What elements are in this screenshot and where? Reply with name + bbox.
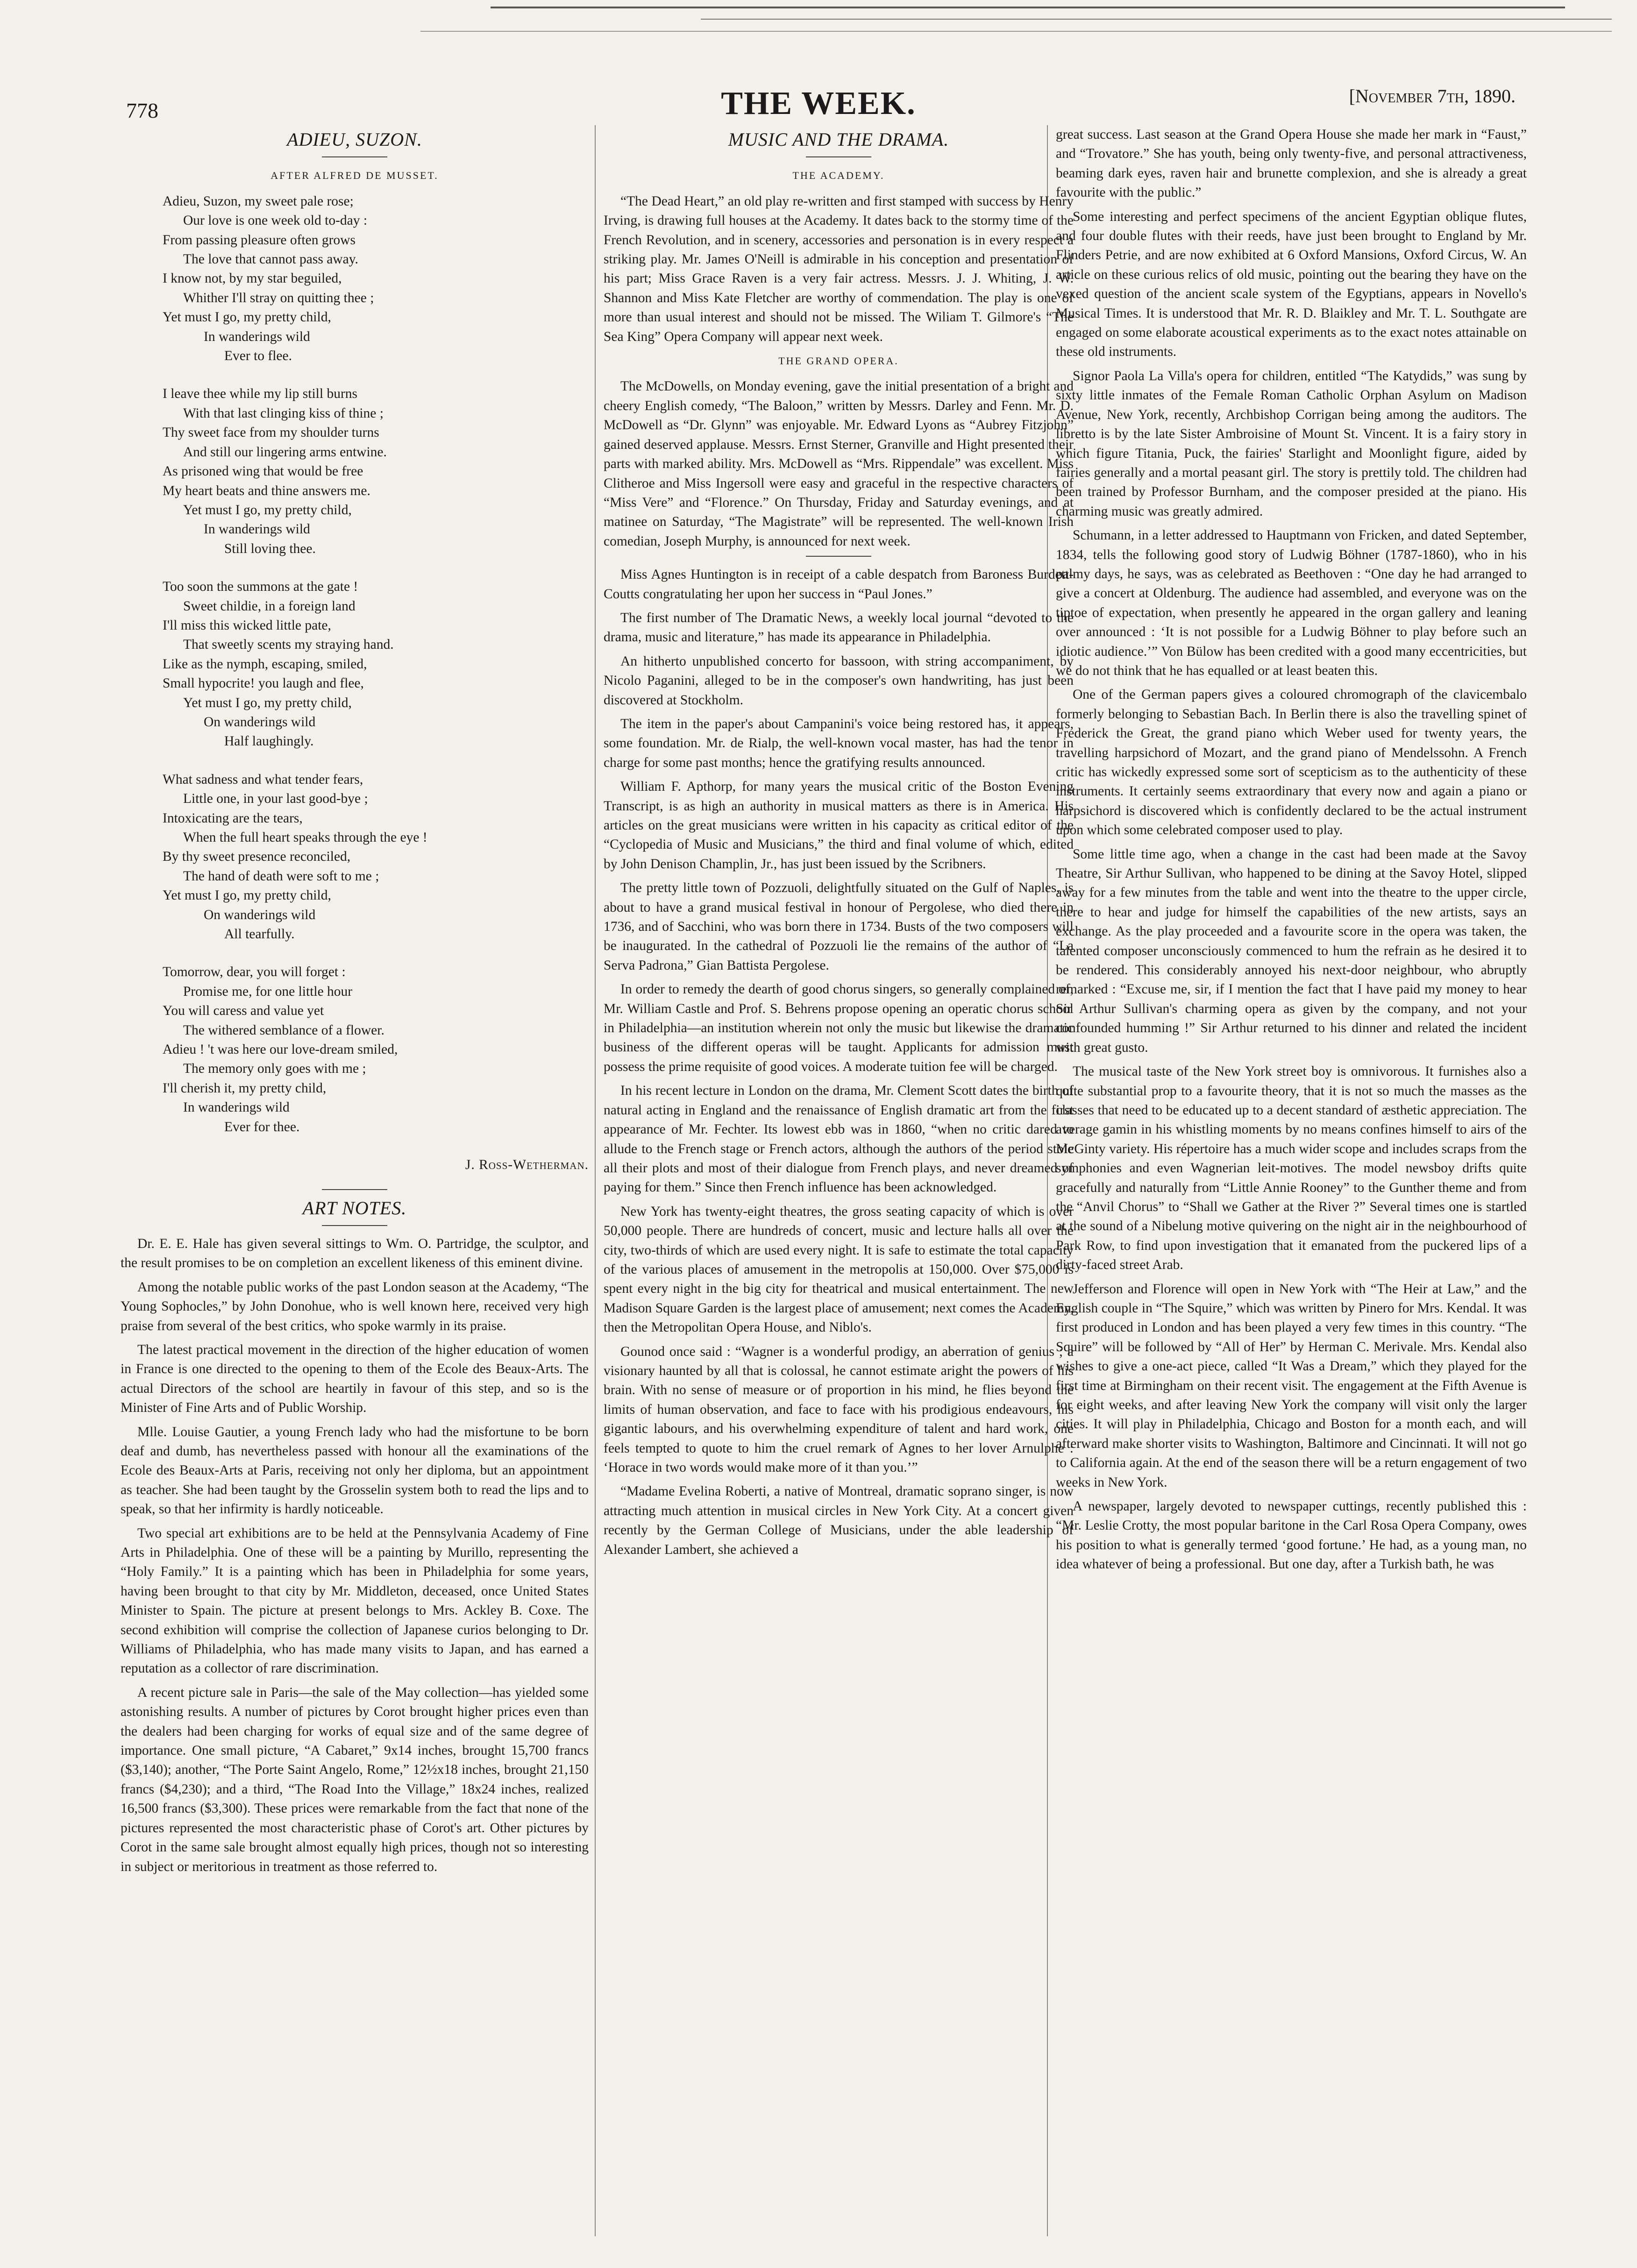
music-note-paragraph: The pretty little town of Pozzuoli, delightfully situated on the Gulf of Naples, is about to have a grand musical festival in honour of Pergolese, who died there in 1736, and of Sacchini, who was born there in 1734. Busts of the two composers will be inaugurated. In the cathedral of Pozzuoli lie the remains of the author of “La Serva Padrona,” Gian Battista Pergolese.	[604, 880, 1074, 973]
music-note-paragraph: Gounod once said : “Wagner is a wonderful prodigy, an aberration of genius ; a visionary haunted by all that is colossal, he cannot estimate aright the powers of his brain. With no sense of measure or of proportion in his mind, he flies beyond the limits of human observation, and face to face with his prodigious endeavours, his gigantic labours, and his overwhelming expenditure of talent and hard work, one feels tempted to quote to him the cruel remark of Agnes to her lover Arnulphe : ‘Horace in two words would make more of it than you.’”	[604, 1344, 1074, 1475]
poem-line: What sadness and what tender fears,	[163, 772, 363, 787]
edge-rule	[420, 31, 1612, 32]
column-2	[604, 125, 1074, 1564]
poem-line: When the full heart speaks through the eye !	[183, 830, 427, 845]
column-1	[121, 125, 589, 1881]
poem-line: By thy sweet presence reconciled,	[163, 849, 351, 865]
art-note-paragraph: Dr. E. E. Hale has given several sittings to Wm. O. Partridge, the sculptor, and the result promises to be on completion an excellent likeness of this eminent divine.	[121, 1236, 589, 1271]
poem-line: Ever for thee.	[224, 1119, 300, 1134]
poem-line: Half laughingly.	[224, 734, 314, 749]
poem-stanza	[163, 963, 589, 1137]
academy-paragraph: “The Dead Heart,” an old play re-written and first stamped with success by Henry Irving, is drawing full houses at the Academy. It dates back to the stormy time of the French Revolution, and in scenery, accessories and personation is in every respect a striking play. Mr. James O'Neill is admirable in his conception and presentation of his part; Miss Grace Raven is a very fair actress. Messrs. J. J. Whiting, J. W. Shannon and Miss Kate Fletcher are worthy of commendation. The play is one of more than usual interest and should not be missed. The Wiliam T. Gilmore's “The Sea King” Opera Company will appear next week.	[604, 193, 1074, 344]
poem-line: With that last clinging kiss of thine ;	[183, 405, 384, 421]
music-note-paragraph: Schumann, in a letter addressed to Hauptmann von Fricken, and dated September, 1834, tells the following good story of Ludwig Böhner (1787-1860), who in his palmy days, he says, was as celebrated as Beethoven : “One day he had arranged to give a concert at Oldenburg. The audience had assembled, and everyone was on the tiptoe of expectation, when presently he appeared in the organ gallery and leaning over announced : ‘It is not possible for a Ludwig Böhner to play before such an idiotic audience.’” Von Bülow has been credited with a good many eccentricities, but we do not think that he has equalled or at least beaten this.	[1056, 528, 1527, 678]
music-note-paragraph: great success. Last season at the Grand Opera House she made her mark in “Faust,” and “Trovatore.” She has youth, being only twenty-five, and personal attractiveness, beaming dark eyes, raven hair and brunette complexion, and she is already a great favourite with the public.”	[1056, 127, 1527, 200]
music-note-paragraph: One of the German papers gives a coloured chromograph of the clavicembalo formerly belonging to Sebastian Bach. In Berlin there is also the travelling spinet of Frederick the Great, the grand piano which Weber used for twenty years, the travelling harpsichord of Mozart, and the grand piano of Mendelssohn. A French critic has wickedly expressed some sort of scepticism as to the authenticity of these instruments. It certainly seems extraordinary that every now and again a piano or harpsichord is discovered which is confidently declared to be the actual instrument upon which some celebrated composer used to play.	[1056, 687, 1527, 838]
poem-author: J. Ross-Wetherman.	[465, 1157, 589, 1173]
poem-line: Promise me, for one little hour	[183, 984, 353, 999]
issue-date: [November 7th, 1890.	[1349, 85, 1516, 106]
music-note-paragraph: Signor Paola La Villa's opera for children, entitled “The Katydids,” was sung by sixty little inmates of the Female Roman Catholic Orphan Asylum on Madison Avenue, New York, recently, Archbishop Corrigan being among the auditors. The libretto is by the late Sister Ambroisine of Mount St. Vincent. It is a fairy story in which figure Titania, Puck, the fairies' Starlight and Moonlight figure, aided by fairies generally and a mortal peasant girl. The story is prettily told. The children had been trained by Professor Burnham, and the composer presided at the piano. His charming music was greatly admired.	[1056, 368, 1527, 519]
poem-line: Like as the nymph, escaping, smiled,	[163, 656, 367, 672]
title-rule	[806, 156, 871, 157]
poem-line: The love that cannot pass away.	[183, 252, 358, 267]
music-note-paragraph: Some interesting and perfect specimens of the ancient Egyptian oblique flutes, and four double flutes with their reeds, have just been brought to England by Mr. Flinders Petrie, and are now exhibited at 6 Oxford Mansions, Oxford Circus, W. An article on these curious relics of old music, pointing out the bearing they have on the vexed question of the ancient scale system of the Egyptians, appears in Novello's Musical Times. It is understood that Mr. R. D. Blaikley and Mr. T. L. Southgate are engaged on some elaborate acoustical experiments as to the exact notes attainable on these old instruments.	[1056, 209, 1527, 360]
academy-heading: THE ACADEMY.	[792, 170, 885, 182]
art-note-paragraph: Among the notable public works of the past London season at the Academy, “The Young Sophocles,” by John Donohue, who is well known here, received very high praise from several of the best critics, who spoke warmly in its praise.	[121, 1279, 589, 1333]
poem-line: Small hypocrite! you laugh and flee,	[163, 676, 364, 691]
poem-line: Ever to flee.	[224, 348, 292, 364]
grand-opera-paragraph: The McDowells, on Monday evening, gave the initial presentation of a bright and cheery English comedy, “The Baloon,” written by Messrs. Darley and Fenn. Mr. D. McDowell as “Dr. Glynn” was enjoyable. Mr. Edward Lyons as “Aubrey Fitzjohn” gained deserved applause. Messrs. Ernst Sterner, Granville and Hight presented their parts with marked ability. Mrs. McDowell as “Mrs. Rippendale” was excellent. Miss Clitheroe and Miss Ingersoll were easy and graceful in the respective characters of “Miss Vere” and “Florence.” On Thursday, Friday and Saturday evenings, and at matinee on Saturday, “The Magistrate” will be represented. The well-known Irish comedian, Joseph Murphy, is announced for next week.	[604, 379, 1074, 549]
music-note-paragraph: William F. Apthorp, for many years the musical critic of the Boston Evening Transcript, is as high an authority in musical matters as there is in America. His articles on the great musicians were written in his capacity as critical editor of the “Cyclopedia of Music and Musicians,” the third and final volume of which, edited by John Denison Champlin, Jr., has just been issued by the Scribners.	[604, 779, 1074, 872]
poem-line: Whither I'll stray on quitting thee ;	[183, 290, 374, 305]
music-note-paragraph: New York has twenty-eight theatres, the gross seating capacity of which is over 50,000 people. There are hundreds of concert, music and lecture halls all over the city, two-thirds of which are used every night. It is safe to estimate the total capacity of the various places of amusement in the metropolis at 150,000. Over $75,000 is spent every night in the big city for theatrical and musical entertainment. The new Madison Square Garden is the largest place of amusement; next comes the Academy, then the Metropolitan Opera House, and Niblo's.	[604, 1204, 1074, 1335]
music-note-paragraph: Miss Agnes Huntington is in receipt of a cable despatch from Baroness Burdett-Coutts congratulating her upon her success in “Paul Jones.”	[604, 567, 1074, 602]
music-note-paragraph: An hitherto unpublished concerto for bassoon, with string accompaniment, by Nicolo Paganini, alleged to be in the composer's own handwriting, has just been discovered at Stockholm.	[604, 653, 1074, 708]
poem-line: From passing pleasure often grows	[163, 232, 356, 248]
music-note-paragraph: The first number of The Dramatic News, a weekly local journal “devoted to the drama, music and literature,” has made its appearance in Philadelphia.	[604, 610, 1074, 645]
music-notes	[604, 565, 1074, 1559]
poem-line: Still loving thee.	[224, 541, 316, 556]
edge-rule	[701, 19, 1612, 20]
poem-line: Little one, in your last good-bye ;	[183, 791, 368, 807]
running-header	[0, 75, 1637, 131]
art-notes-body	[121, 1234, 589, 1877]
poem-body	[121, 192, 589, 1137]
poem-title: ADIEU, SUZON.	[287, 129, 422, 150]
music-note-paragraph: “Madame Evelina Roberti, a native of Montreal, dramatic soprano singer, is now attracting much attention in musical circles in New York City. At a concert given recently by the German College of Musicians, under the able leadership of Alexander Lambert, she achieved a	[604, 1484, 1074, 1557]
grand-opera-heading: THE GRAND OPERA.	[778, 355, 899, 367]
title-rule	[322, 156, 387, 157]
poem-line: The memory only goes with me ;	[183, 1061, 366, 1077]
poem-line: In wanderings wild	[204, 522, 310, 537]
poem-line: Adieu, Suzon, my sweet pale rose;	[163, 193, 354, 209]
poem-line: You will caress and value yet	[163, 1003, 324, 1019]
poem-stanza	[163, 384, 589, 559]
poem-line: On wanderings wild	[204, 907, 316, 922]
poem-line: Thy sweet face from my shoulder turns	[163, 425, 379, 440]
poem-line: I'll cherish it, my pretty child,	[163, 1080, 327, 1096]
poem-line: Yet must I go, my pretty child,	[163, 888, 331, 903]
art-notes-title: ART NOTES.	[302, 1197, 407, 1219]
poem-line: The withered semblance of a flower.	[183, 1022, 384, 1038]
journal-title: THE WEEK.	[721, 85, 916, 121]
music-note-paragraph: The musical taste of the New York street boy is omnivorous. It furnishes also a quite substantial prop to a favourite theory, that it is not so much the masses as the classes that need to be educated up to a decent standard of æsthetic appreciation. The average gamin in his whistling moments by no means confines himself to airs of the McGinty variety. His répertoire has a much wider scope and includes scraps from the symphonies and even Wagnerian leit-motives. The model newsboy drifts quite gracefully and naturally from “Little Annie Rooney” to the Gunther theme and from the “Anvil Chorus” to “Shall we Gather at the River ?” Several times one is startled at the sound of a Nibelung motive quivering on the night air in the neighbourhood of Park Row, to find upon investigation that it emanated from the puckered lips of a dirty-faced street Arab.	[1056, 1064, 1527, 1273]
poem-line: Yet must I go, my pretty child,	[183, 502, 352, 517]
music-note-paragraph: The item in the paper's about Campanini's voice being restored has, it appears, some foundation. Mr. de Rialp, the well-known vocal master, has had the tenor in charge for some past months; hence the gratifying results announced.	[604, 716, 1074, 770]
poem-stanza	[163, 192, 589, 366]
poem-subtitle: AFTER ALFRED DE MUSSET.	[270, 170, 439, 182]
art-note-paragraph: The latest practical movement in the direction of the higher education of women in France is one directed to the opening to them of the Ecole des Beaux-Arts. The actual Directors of the school are heartily in favour of this step, and so is the Minister of Fine Arts and of Public Worship.	[121, 1342, 589, 1416]
music-note-paragraph: In his recent lecture in London on the drama, Mr. Clement Scott dates the birth of natural acting in England and the renaissance of English dramatic art from the first appearance of Mr. Fechter. Its lowest ebb was in 1860, “when no critic dared to allude to the French stage or French actors, although the authors of the period stole all their plots and most of their dialogue from French plays, and never dreamed of paying for them.” Since then French influence has been acknowledged.	[604, 1083, 1074, 1195]
poem-line: Intoxicating are the tears,	[163, 810, 303, 826]
music-notes-continued	[1056, 125, 1527, 1574]
column-3	[1056, 125, 1527, 1579]
section-rule	[806, 556, 871, 557]
poem-line: Adieu ! 't was here our love-dream smiled,	[163, 1042, 398, 1057]
poem-line: All tearfully.	[224, 927, 295, 942]
poem-line: I know not, by my star beguiled,	[163, 271, 342, 286]
poem-line: And still our lingering arms entwine.	[183, 444, 387, 460]
music-note-paragraph: Some little time ago, when a change in the cast had been made at the Savoy Theatre, Sir Arthur Sullivan, who happened to be dining at the Savoy Hotel, slipped away for a few minutes from the table and went into the theatre to the upper circle, there to hear and judge for himself the capabilities of the new artists, says an exchange. As the play proceeded and a favourite score in the opera was taken, the talented composer unconsciously commenced to hum the refrain as he desired it to be rendered. This considerably annoyed his next-door neighbour, who abruptly remarked : “Excuse me, sir, if I mention the fact that I have paid my money to hear Sir Arthur Sullivan's charming opera as given by the company, and not your confounded humming !” Sir Arthur returned to his dinner and related the incident with great gusto.	[1056, 846, 1527, 1055]
art-note-paragraph: A recent picture sale in Paris—the sale of the May collection—has yielded some astonishing results. A number of pictures by Corot brought higher prices even than the dealers had been charging for works of equal size and of the same degree of importance. One small picture, “A Cabaret,” 9x14 inches, brought 15,700 francs ($3,140); another, “The Porte Saint Angelo, Rome,” 12½x18 inches, brought 21,150 francs ($4,230); and a third, “The Road Into the Village,” 18x24 inches, realized 16,500 francs ($3,300). These prices were remarkable from the fact that none of the pictures represented the most characteristic phase of Corot's art. Other pictures by Corot in the same sale brought almost equally high prices, though not so interesting in subject or meritorious in treatment as those referred to.	[121, 1685, 589, 1874]
music-note-paragraph: A newspaper, largely devoted to newspaper cuttings, recently published this : “Mr. Leslie Crotty, the most popular baritone in the Carl Rosa Opera Company, owes his position to what is generally termed ‘good fortune.’ He had, as a young man, no idea whatever of being a professional. But one day, after a Turkish bath, he was	[1056, 1499, 1527, 1572]
music-note-paragraph: Jefferson and Florence will open in New York with “The Heir at Law,” and the English couple in “The Squire,” which was written by Pinero for Mrs. Kendal. It was first produced in London and has been played a very few times in this country. “The Squire” will be followed by “All of Her” by Herman C. Merivale. Mrs. Kendal also wishes to give a one-act piece, called “It Was a Dream,” which they played for the first time at Birmingham on their recent visit. The engagement at the Fifth Avenue is for eight weeks, and after leaving New York the company will visit only the larger cities. It will play in Philadelphia, Chicago and Boston for a month each, and will afterward make shorter visits to Washington, Baltimore and Cincinnati. It will not go to California again. At the end of the season there will be a return engagement of two weeks in New York.	[1056, 1281, 1527, 1490]
music-title: MUSIC AND THE DRAMA.	[728, 129, 949, 150]
edge-rule	[491, 7, 1565, 8]
page-number: 778	[126, 99, 158, 122]
poem-line: In wanderings wild	[204, 329, 310, 344]
poem-line: Too soon the summons at the gate !	[163, 579, 358, 595]
poem-line: The hand of death were soft to me ;	[183, 868, 379, 884]
page-top-edge	[0, 0, 1637, 70]
poem-line: In wanderings wild	[183, 1100, 290, 1115]
poem-line: Tomorrow, dear, you will forget :	[163, 964, 346, 980]
poem-line: I leave thee while my lip still burns	[163, 386, 358, 402]
poem-line: Sweet childie, in a foreign land	[183, 598, 356, 614]
column-rule	[595, 125, 596, 2236]
art-note-paragraph: Two special art exhibitions are to be held at the Pennsylvania Academy of Fine Arts in Philadelphia. One of these will be a painting by Murillo, representing the “Holy Family.” It is a painting which has been in Philadelphia for some years, having been brought to that city by Mr. Middleton, deceased, once United States Minister to Spain. The picture at present belongs to Mrs. Ackley B. Coxe. The second exhibition will comprise the collection of Japanese curios belonging to Dr. Williams of Philadelphia, who has made many visits to Japan, and has earned a reputation as a collector of rare discrimination.	[121, 1525, 589, 1676]
poem-line: I'll miss this wicked little pate,	[163, 617, 331, 633]
title-rule	[322, 1225, 387, 1226]
poem-line: That sweetly scents my straying hand.	[183, 637, 394, 652]
poem-line: Our love is one week old to-day :	[183, 213, 368, 228]
poem-line: Yet must I go, my pretty child,	[183, 695, 352, 710]
poem-stanza	[163, 577, 589, 751]
poem-stanza	[163, 770, 589, 944]
poem-line: Yet must I go, my pretty child,	[163, 310, 331, 325]
poem-line: My heart beats and thine answers me.	[163, 483, 370, 498]
section-rule	[322, 1189, 387, 1190]
music-note-paragraph: In order to remedy the dearth of good chorus singers, so generally complained of, Mr. William Castle and Prof. S. Behrens propose opening an operatic chorus school in Philadelphia—an institution wherein not only the music but likewise the dramatic business of the different operas will be taught. Applicants for admission must possess the prime requisite of good voices. A moderate tuition fee will be charged.	[604, 982, 1074, 1074]
art-note-paragraph: Mlle. Louise Gautier, a young French lady who had the misfortune to be born deaf and dumb, has nevertheless passed with honour all the examinations of the Ecole des Beaux-Arts at Paris, receiving not only her diploma, but an appointment as teacher. She had been taught by the Grosselin system both to read the lips and to speak, so that her infirmity is hardly noticeable.	[121, 1424, 589, 1517]
poem-line: As prisoned wing that would be free	[163, 464, 363, 479]
poem-line: On wanderings wild	[204, 714, 316, 730]
